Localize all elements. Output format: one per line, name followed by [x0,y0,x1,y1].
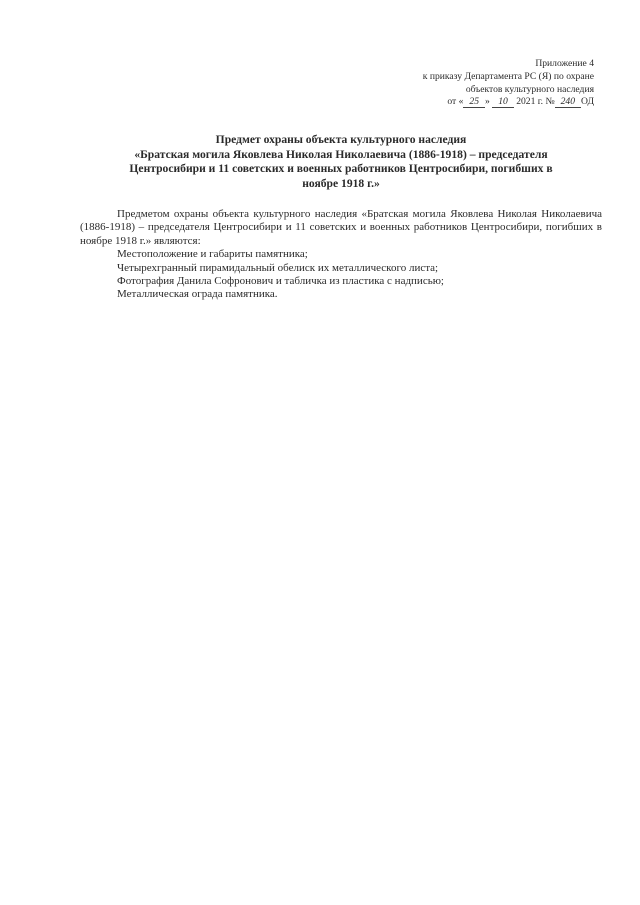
list-item: Местоположение и габариты памятника; [117,248,308,261]
document-body [80,208,602,302]
order-reference: к приказу Департамента РС (Я) по охране [422,70,594,82]
list-item: Фотография Данила Софронович и табличка из пластика с надписью; [117,275,444,288]
document-title [80,133,602,191]
title-line-2: «Братская могила Яковлева Николая Николаевича (1886-1918) – председателя [134,147,548,161]
list-item: Четырехгранный пирамидальный обелиск их металлического листа; [117,261,439,274]
year-text: 2021 г. № [513,96,555,108]
number-suffix: ОД [581,96,594,108]
date-mid: » [485,96,493,108]
list-item: Металлическая ограда памятника. [117,288,278,301]
handwritten-month: 10 [492,97,514,108]
intro-paragraph: Предметом охраны объекта культурного наследия «Братская могила Яковлева Николая Николаевича (1886-1918) – председателя Центросибири и 11 советских и военных работников Центросибири, погибших в ноябре 1918 г.» являются: [80,208,602,247]
title-line-3: Центросибири и 11 советских и военных работников Центросибири, погибших в [129,162,553,176]
handwritten-number: 240 [555,97,581,108]
appendix-header [294,58,594,109]
date-prefix: от « [447,96,464,108]
handwritten-day: 25 [463,97,485,108]
order-date-line [294,96,594,109]
title-line-1: Предмет охраны объекта культурного наследия [215,133,467,146]
department-name: объектов культурного наследия [465,83,594,95]
appendix-number: Приложение 4 [535,58,594,69]
title-line-4: ноябре 1918 г.» [302,176,380,190]
